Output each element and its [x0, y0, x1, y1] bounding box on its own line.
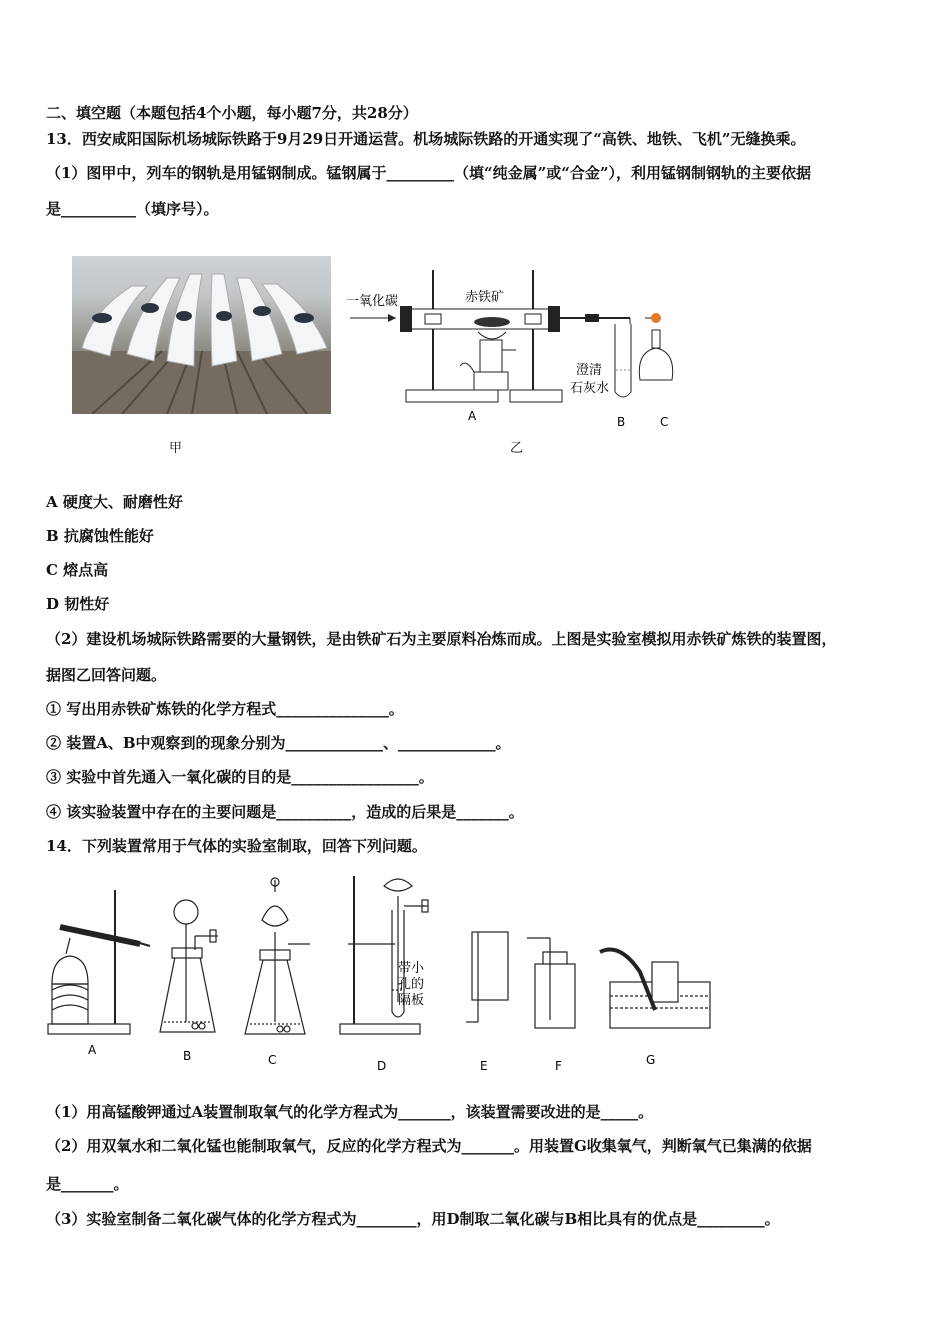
label-c: C [660, 415, 669, 429]
option-c: C 熔点高 [46, 561, 109, 579]
label-b14: B [183, 1049, 192, 1063]
label-g14: G [646, 1053, 656, 1067]
q13-part1-line1: （1）图甲中，列车的钢轨是用锰钢制成。锰钢属于_________（填“纯金属”或“合金”），利用锰钢制钢轨的主要依据 [46, 164, 811, 182]
label-d14: D [377, 1059, 387, 1073]
q13-sub2: ② 装置A、B中观察到的现象分别为_____________、_____________。 [46, 734, 511, 752]
section-title: 二、填空题（本题包括4个小题，每小题7分，共28分） [46, 104, 418, 122]
q13-part1-line2: 是__________（填序号）。 [46, 200, 219, 218]
q14-part1: （1）用高锰酸钾通过A装置制取氧气的化学方程式为_______，该装置需要改进的是_____。 [46, 1103, 654, 1121]
q13-part2-line1: （2）建设机场城际铁路需要的大量钢铁，是由铁矿石为主要原料冶炼而成。上图是实验室模拟用赤铁矿炼铁的装置图， [46, 630, 837, 648]
limewater-label-2: 石灰水 [570, 381, 610, 396]
q14-stem: 14．下列装置常用于气体的实验室制取，回答下列问题。 [46, 837, 427, 855]
label-a14: A [88, 1043, 97, 1057]
option-a: A 硬度大、耐磨性好 [46, 493, 183, 511]
label-b: B [617, 415, 626, 429]
q13-sub3: ③ 实验中首先通入一氧化碳的目的是_________________。 [46, 768, 434, 786]
co-label: 一氧化碳 [346, 294, 399, 309]
option-b: B 抗腐蚀性能好 [46, 527, 154, 545]
q14-part3: （3）实验室制备二氧化碳气体的化学方程式为________，用D制取二氧化碳与B相比具有的优点是_________。 [46, 1210, 780, 1228]
option-d: D 韧性好 [46, 595, 110, 613]
limewater-label-1: 澄清 [576, 363, 603, 378]
iron-smelting-apparatus [340, 262, 700, 437]
q13-stem: 13．西安咸阳国际机场城际铁路于9月29日开通运营。机场城际铁路的开通实现了“高铁、地铁、飞机”无缝换乘。 [46, 130, 806, 148]
q13-sub1: ① 写出用赤铁矿炼铁的化学方程式_______________。 [46, 700, 404, 718]
q14-part2-line1: （2）用双氧水和二氧化锰也能制取氧气，反应的化学方程式为_______。用装置G收集氧气，判断氧气已集满的依据 [46, 1137, 812, 1155]
ore-label: 赤铁矿 [465, 290, 505, 305]
q13-sub4: ④ 该实验装置中存在的主要问题是__________，造成的后果是_______。 [46, 803, 524, 821]
d-note-3: 隔板 [398, 993, 425, 1008]
figure-jia-caption: 甲 [169, 441, 183, 456]
train-photo [72, 256, 331, 414]
q13-part2-line2: 据图乙回答问题。 [46, 666, 167, 684]
label-c14: C [268, 1053, 277, 1067]
gas-apparatus-row [40, 872, 720, 1082]
d-note-2: 孔的 [398, 977, 425, 992]
q14-part2-line2: 是_______。 [46, 1175, 129, 1193]
label-f14: F [555, 1059, 562, 1073]
d-note-1: 带小 [398, 961, 425, 976]
label-e14: E [480, 1059, 488, 1073]
label-a: A [468, 409, 477, 423]
figure-yi-caption: 乙 [510, 441, 524, 456]
